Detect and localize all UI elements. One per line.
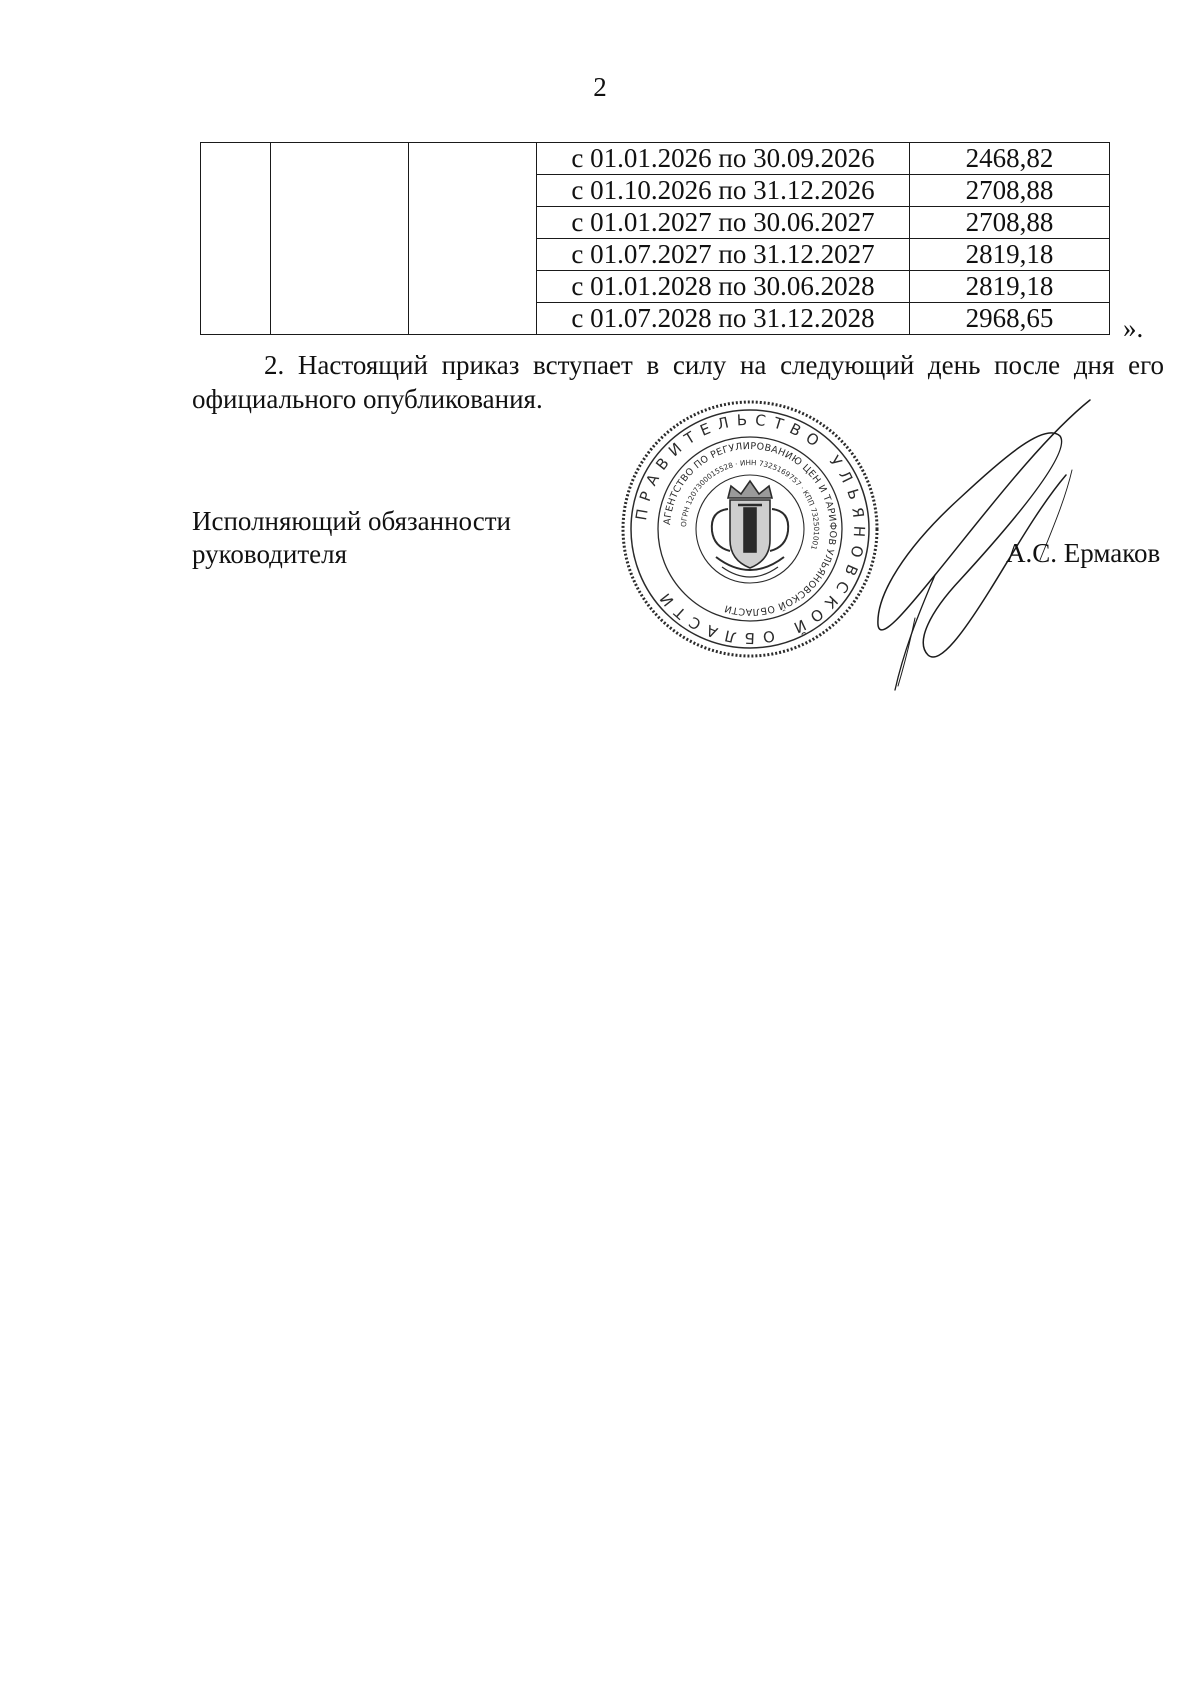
- table-cell-empty: [409, 143, 537, 335]
- signer-title-line2: руководителя: [192, 539, 348, 569]
- table-cell-period: с 01.10.2026 по 31.12.2026: [537, 175, 910, 207]
- table-cell-value: 2968,65: [910, 303, 1110, 335]
- table-cell-value: 2708,88: [910, 207, 1110, 239]
- table-cell-empty: [271, 143, 409, 335]
- table-row: [201, 143, 1110, 175]
- table-cell-value: 2819,18: [910, 239, 1110, 271]
- signer-title: [192, 505, 511, 571]
- table-cell-period: с 01.07.2027 по 31.12.2027: [537, 239, 910, 271]
- table-cell-value: 2819,18: [910, 271, 1110, 303]
- coat-of-arms-icon: [712, 481, 788, 577]
- order-paragraph: 2. Настоящий приказ вступает в силу на следующий день после дня его официального опубликования.: [192, 350, 1164, 414]
- table-cell-period: с 01.01.2027 по 30.06.2027: [537, 207, 910, 239]
- closing-quote: ».: [1123, 313, 1144, 343]
- table-cell-period: с 01.07.2028 по 31.12.2028: [537, 303, 910, 335]
- page-number: 2: [593, 72, 607, 102]
- stamp-registration-text: ОГРН 1207300015528 · ИНН 7325169757 · КПП 732501001: [678, 457, 822, 551]
- signer-title-line1: Исполняющий обязанности: [192, 506, 511, 536]
- stamp-inner-text: АГЕНТСТВО ПО РЕГУЛИРОВАНИЮ ЦЕН И ТАРИФОВ УЛЬЯНОВСКОЙ ОБЛАСТИ: [662, 440, 839, 618]
- tariff-table: [200, 142, 1110, 335]
- table-cell-period: с 01.01.2028 по 30.06.2028: [537, 271, 910, 303]
- table-cell-empty: [201, 143, 271, 335]
- table-cell-value: 2708,88: [910, 175, 1110, 207]
- table-cell-period: с 01.01.2026 по 30.09.2026: [537, 143, 910, 175]
- table-cell-value: 2468,82: [910, 143, 1110, 175]
- signer-name: А.С. Ермаков: [1006, 538, 1161, 568]
- stamp-outer-text: ПРАВИТЕЛЬСТВО УЛЬЯНОВСКОЙ ОБЛАСТИ: [632, 410, 869, 648]
